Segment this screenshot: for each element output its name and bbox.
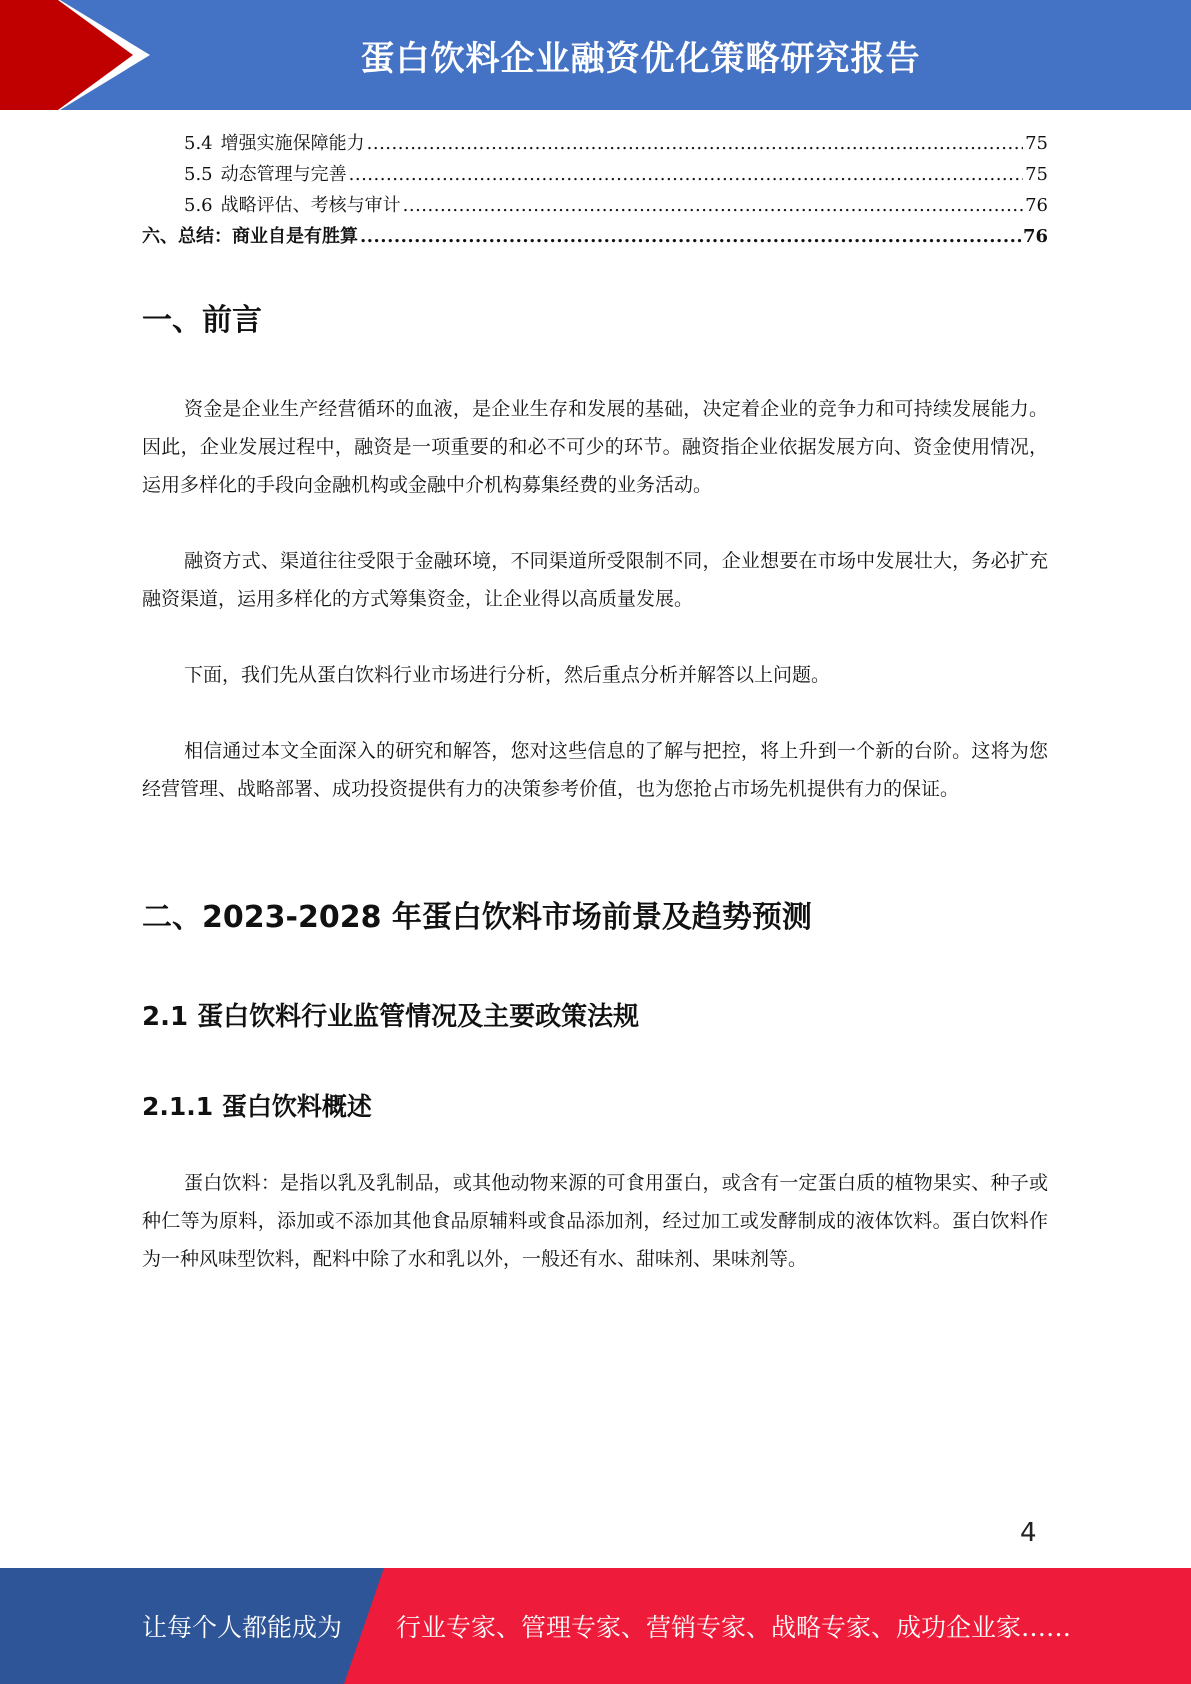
page-header: [0, 0, 1191, 110]
paragraph: 资金是企业生产经营循环的血液，是企业生存和发展的基础，决定着企业的竞争力和可持续发展能力。因此，企业发展过程中，融资是一项重要的和必不可少的环节。融资指企业依据发展方向、资金使用情况，运用多样化的手段向金融机构或金融中介机构募集经费的业务活动。: [142, 398, 1048, 496]
table-of-contents: [142, 128, 1048, 252]
section-body: [142, 656, 1048, 694]
page-footer: [0, 1568, 1191, 1684]
toc-entry-label: 战略评估、考核与审计: [220, 195, 401, 216]
footer-slogan-left: 让每个人都能成为: [142, 1613, 343, 1642]
subsubsection-heading: 2.1.1 蛋白饮料概述: [142, 1092, 372, 1121]
toc-leader-dots: [367, 128, 1023, 159]
toc-leader-dots: [360, 221, 1021, 252]
toc-leader-dots: [349, 159, 1023, 190]
toc-entry-label: 动态管理与完善: [220, 164, 347, 185]
header-chevron-icon: [0, 0, 160, 110]
section-body: [142, 1164, 1048, 1278]
toc-leader-dots: [403, 190, 1023, 221]
toc-entry-number: 5.5: [184, 164, 213, 185]
subsection-heading: 2.1 蛋白饮料行业监管情况及主要政策法规: [142, 1002, 640, 1032]
paragraph: 下面，我们先从蛋白饮料行业市场进行分析，然后重点分析并解答以上问题。: [184, 664, 831, 686]
footer-slogan-right: 行业专家、管理专家、营销专家、战略专家、成功企业家……: [396, 1613, 1072, 1642]
section-body: [142, 390, 1048, 504]
page-number: 4: [1020, 1518, 1037, 1548]
section-heading: 二、2023-2028 年蛋白饮料市场前景及趋势预测: [142, 900, 812, 935]
toc-entry-page: 75: [1025, 164, 1048, 185]
toc-entry-label: 增强实施保障能力: [220, 133, 365, 154]
section-heading: 一、前言: [142, 303, 262, 338]
paragraph: 融资方式、渠道往往受限于金融环境，不同渠道所受限制不同，企业想要在市场中发展壮大，务必扩充融资渠道，运用多样化的方式筹集资金，让企业得以高质量发展。: [142, 550, 1048, 610]
section-body: [142, 732, 1048, 808]
toc-entry[interactable]: [142, 159, 1048, 190]
header-title: 蛋白饮料企业融资优化策略研究报告: [360, 38, 921, 79]
paragraph: 蛋白饮料：是指以乳及乳制品，或其他动物来源的可食用蛋白，或含有一定蛋白质的植物果实、种子或种仁等为原料，添加或不添加其他食品原辅料或食品添加剂，经过加工或发酵制成的液体饮料。蛋白饮料作为一种风味型饮料，配料中除了水和乳以外，一般还有水、甜味剂、果味剂等。: [142, 1172, 1048, 1270]
paragraph: 相信通过本文全面深入的研究和解答，您对这些信息的了解与把控，将上升到一个新的台阶。这将为您经营管理、战略部署、成功投资提供有力的决策参考价值，也为您抢占市场先机提供有力的保证。: [142, 740, 1048, 800]
toc-entry[interactable]: [142, 128, 1048, 159]
toc-entry-label: 六、总结：商业自是有胜算: [142, 226, 358, 247]
section-body: [142, 542, 1048, 618]
toc-entry-number: 5.6: [184, 195, 213, 216]
toc-entry[interactable]: [142, 221, 1048, 252]
toc-entry-number: 5.4: [184, 133, 213, 154]
toc-entry-page: 75: [1025, 133, 1048, 154]
toc-entry-page: 76: [1022, 226, 1048, 247]
toc-entry-page: 76: [1025, 195, 1048, 216]
toc-entry[interactable]: [142, 190, 1048, 221]
